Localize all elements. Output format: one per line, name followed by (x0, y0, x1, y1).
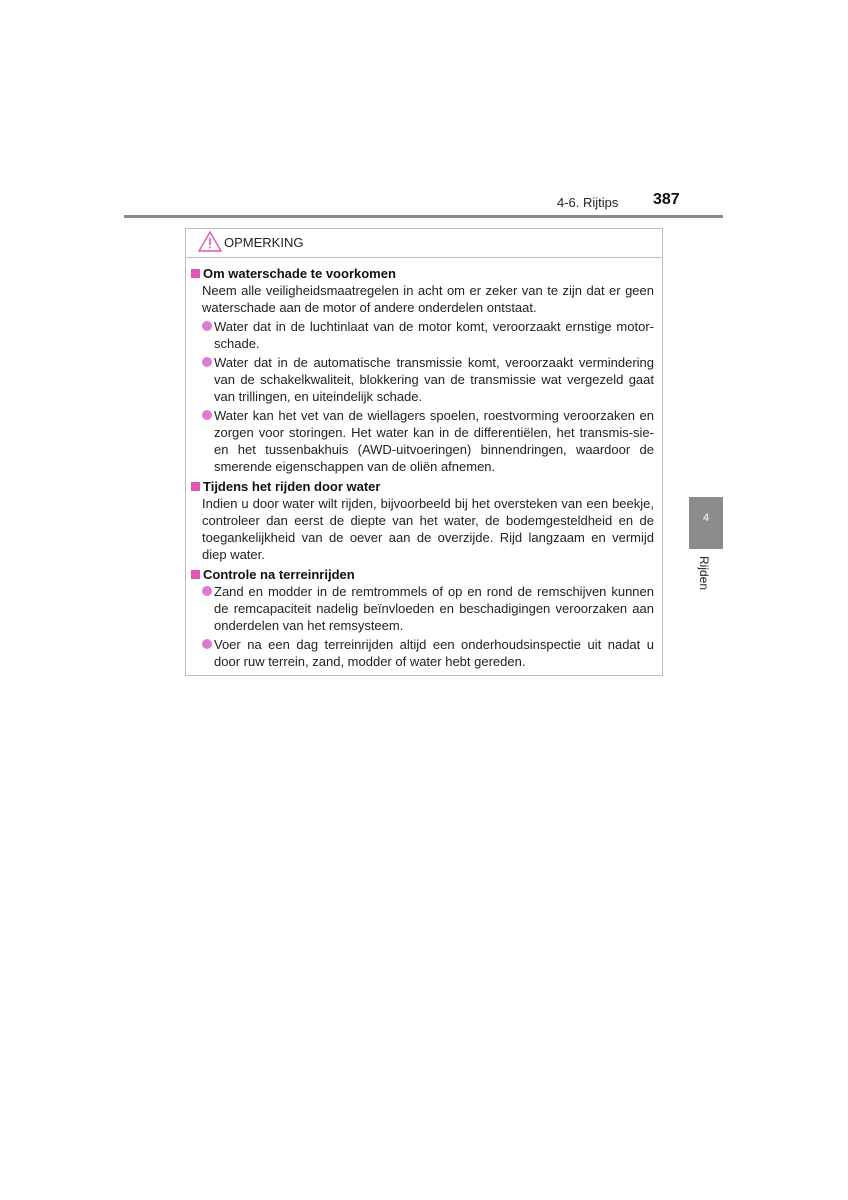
list-item (202, 407, 654, 475)
chapter-tab (689, 497, 723, 549)
section-intro: Indien u door water wilt rijden, bijvoorbeeld bij het oversteken van een beekje, controleer dan eerst de diepte van het water, de bodemgesteldheid en de toegankelijkheid van de oever aan de overzijde. Rijd langzaam en vermijd diep water. (202, 496, 654, 562)
chapter-label: Rijden (697, 556, 711, 591)
notice-section (186, 478, 662, 563)
warning-triangle-icon (198, 231, 222, 257)
notice-section (186, 566, 662, 670)
list-item-text: Water dat in de automatische transmissie komt, veroorzaakt vermindering van de schakelkwaliteit, blokkering van de transmissie wat vergezeld gaat van trillingen, en uiteindelijk schade. (214, 355, 654, 404)
header-divider (124, 215, 723, 218)
notice-title: OPMERKING (224, 235, 304, 250)
circle-bullet-icon (202, 586, 212, 596)
notice-box (185, 228, 663, 676)
circle-bullet-icon (202, 410, 212, 420)
page-number: 387 (653, 191, 680, 208)
section-heading (191, 478, 662, 495)
list-item-text: Zand en modder in de remtrommels of op en rond de remschijven kunnen de remcapaciteit nadelig beïnvloeden en beschadigingen veroorzaken aan onderdelen van het remsysteem. (214, 584, 654, 633)
notice-section (186, 265, 662, 475)
list-item (202, 318, 654, 352)
list-item (202, 583, 654, 634)
square-bullet-icon (191, 570, 200, 579)
list-item-text: Water dat in de luchtinlaat van de motor komt, veroorzaakt ernstige motor-schade. (214, 319, 654, 351)
notice-body (186, 265, 662, 670)
section-title-text: Controle na terreinrijden (203, 567, 355, 582)
square-bullet-icon (191, 269, 200, 278)
section-title-text: Tijdens het rijden door water (203, 479, 381, 494)
section-title: 4-6. Rijtips (557, 195, 619, 210)
section-intro: Neem alle veiligheidsmaatregelen in acht om er zeker van te zijn dat er geen waterschade aan de motor of andere onderdelen ontstaat. (202, 283, 654, 315)
list-item-text: Voer na een dag terreinrijden altijd een onderhoudsinspectie uit nadat u door ruw terrein, zand, modder of water hebt gereden. (214, 637, 654, 669)
section-heading (191, 566, 662, 583)
circle-bullet-icon (202, 357, 212, 367)
list-item (202, 636, 654, 670)
list-item (202, 354, 654, 405)
circle-bullet-icon (202, 639, 212, 649)
list-item-text: Water kan het vet van de wiellagers spoelen, roestvorming veroorzaken en zorgen voor storingen. Het water kan in de differentiëlen, het transmis-sie- en het tussenbakhuis (AWD-uitvoeringen) binnendringen, waardoor de smerende eigenschappen van de oliën afnemen. (214, 408, 654, 474)
notice-header (186, 229, 662, 258)
section-heading (191, 265, 662, 282)
square-bullet-icon (191, 482, 200, 491)
section-title-text: Om waterschade te voorkomen (203, 266, 396, 281)
circle-bullet-icon (202, 321, 212, 331)
chapter-number: 4 (702, 512, 710, 524)
